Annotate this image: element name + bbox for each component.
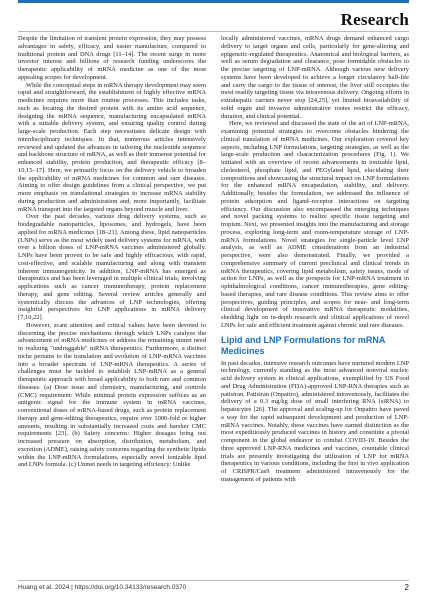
footer-divider [18, 580, 409, 581]
body-paragraph: However, scant attention and critical values have been devoted to discerning the precise mechanisms through which LNPs catalyze the advancement of mRNA medicines or address the remaining unmet need in realizing "undruggable" mRNA therapeutics. Furthermore, a distinct niche pertains to the translation and evolution of LNP-mRNA vaccines into a broader spectrum of LNP-mRNA therapeutics. A series of challenges must be tackled to establish LNP-mRNA as a general therapeutic approach with broad applicability to both rare and common diseases. (a) Dose issue and chemistry, manufacturing, and controls (CMC) requirement: While minimal protein expression suffices as an antigenic signal for the immune system in mRNA vaccines, conventional doses of mRNA-based drugs, such as protein replacement therapy and gene-editing therapeutics, require over 1000-fold or higher amounts, resulting in substantially increased costs and harsher CMC requirements [23]. (b) Safety concerns: Higher dosages bring out increased pressure on absorption, distribution, metabolism, and excretion (ADME), raising safety concerns regarding the synthetic lipids within the LNP-mRNA formulations, especially novel ionizable lipid and LNPs formula. (c) Unmet needs in targeting efficiency: Unlike [18, 321, 206, 469]
page-number: 2 [404, 583, 409, 592]
body-paragraph: In past decades, intensive research outcomes have nurtured modern LNP technology, currently standing as the most advanced nonviral nucleic acid delivery system in clinical applications, exemplified by US Food and Drug Administration (FDA)-approved LNP-RNA therapies such as patisiran. Patisiran (Onpattro), administered intravenously, facilitates the delivery of a 0.3 mg/kg dose of small interfering RNA (siRNA) to hepatocytes [26]. The approval and scaling-up for Onpattro have paved a way for the rapid subsequent development and production of LNP-mRNA vaccines. Notably, these vaccines have earned distinction as the most expeditiously produced vaccines in history and constitute a pivotal component in the global endeavor to combat COVID-19. Besides the three approved LNP-RNA medicines and vaccines, countable clinical trials are presently investigating the utilization of LNP for mRNA therapeutics in various conditions, including the first in vivo application of CRISPR/Cas9 treatment administered intravenously for the management of patients with [221, 359, 409, 483]
body-paragraph: While the conceptual steps in mRNA therapy development may seem rapid and straightforward, the establishment of highly effective mRNA medicines requires more than routine processes. This includes tasks, such as locating the desired protein with its amino acid sequence, designing the mRNA sequence, manufacturing encapsulated mRNA with a suitable delivery system, and ensuring quality control during large-scale production. Each step necessitates delicate design with interdisciplinary techniques. In that, numerous articles intensively reviewed and updated the advances in tailoring the nucleotide sequence and backbone structure of mRNA, as well as their immense potential for enhanced stability, protein production, and therapeutic efficacy [8–10,15–17]. Here, we primarily focus on the delivery vehicle to broaden the applicability of mRNA medicines for common and rare diseases. Aiming to offer design guidelines from a clinical perspective, we put more emphasis on translational strategies to increase mRNA stability during production and administration and, more importantly, facilitate mRNA transport into the targeted organs beyond muscle and liver. [18, 81, 206, 213]
footer-citation [18, 584, 409, 591]
section-title: Lipid and LNP Formulations for mRNA Medicines [221, 334, 385, 356]
header-accent-bar [18, 0, 409, 3]
header-divider [18, 31, 409, 32]
right-column [221, 35, 409, 575]
body-paragraph: Here, we reviewed and discussed the state of the art of LNP-mRNA, examining potential strategies to overcome obstacles hindering the clinical translation of mRNA medicines. Our exploration covered key aspects, including LNP formulations, targeting strategies, as well as the large-scale production and characterization procedures (Fig. 1). We initiated with an overview of recent advancements in ionizable lipid, cholesterol, phosphate lipid, and PEGylated lipid, elucidating their compositions and showcasing the structural impact on LNP formulations for the enhanced mRNA encapsulation, stability, and delivery. Additionally, besides the formulation, we addressed the influence of protein adsorption and ligand–receptor interactions on targeting efficiency. Our discussion also encompassed the emerging techniques and novel packing systems to realize specific tissue targeting and tropism. Next, we presented insights into the manufacturing and storage process, exploring long-term and room-temperature storage of LNP-mRNA formulations. Novel strategies for single-particle level LNP analysis, as well as ADME considerations from an industrial perspective, were also demonstrated. Finally, we provided a comprehensive summary of current preclinical and clinical trends in mRNA therapeutics, covering lipid metabolism, safety issues, mode of action for LNPs, as well as the prospects for LNP-mRNA treatment in ophthalmological conditions, cancer immunotherapies, gene editing-based therapies, and rare disease conditions. This review aims to offer perspectives, guiding principles, and scopes for near- and long-term clinical development of innovative mRNA therapeutic modalities, shedding light on in-depth research and clinical applications of novel LNPs for safe and efficient treatment against chronic and rare diseases. [221, 120, 409, 329]
citation-text[interactable]: Huang et al. 2024 | https://doi.org/10.34133/research.0370 [18, 584, 187, 591]
body-paragraph: Despite the limitation of transient protein expression, they may possess advantages in safety, efficacy, and easier manufacture, compared to traditional protein and DNA drugs [11–14]. The recent surge in more investor interest and billions of research funding underscores the therapeutic applicability of mRNA medicine as one of the most appealing scopes for development. [18, 35, 206, 81]
article-body [18, 35, 409, 575]
body-paragraph: Over the past decades, various drug delivery systems, such as biodegradable nanoparticles, liposomes, and hydrogels, have been applied for mRNA medicines [18–21]. Among these, lipid nanoparticles (LNPs) serve as the most widely used delivery systems for mRNA, with over a billion doses of LNP-mRNA vaccines administered globally. LNPs have been proven to be safe and highly efficacious, with rapid, cost-effective, and scalable manufacturing and along with transient inherent immunogenicity. In addition, LNP-mRNA has emerged as therapeutics and has been leveraged in multiple clinical trials, involving applications such as cancer immunotherapy, protein replacement therapy, and gene editing. Several review articles generally and systemically discuss the advances of LNP technologies, offering insightful perspectives for LNP applications in mRNA delivery [7,10,22]. [18, 213, 206, 321]
body-paragraph: locally administered vaccines, mRNA drugs demand enhanced cargo delivery to target organs and cells, particularly for gene-altering and epigenetic-regulated therapeutics. Anatomical and biological barriers, as well as serum degradation and clearance, pose formidable obstacles to the precise targeting of LNP-mRNA. Although various new delivery systems have been developed to achieve a longer circulatory half-life and carry the cargo to the tissue of interest, the liver still occupies the most readily targeting tissue via intravenous delivery. Ongoing efforts in extrahepatic carriers never stop [24,25], yet limited bioavailability of solid organ and invasive administrative routes restrict the efficacy, duration, and clinical potential. [221, 35, 409, 120]
journal-brand: Research [340, 10, 409, 29]
left-column [18, 35, 206, 575]
